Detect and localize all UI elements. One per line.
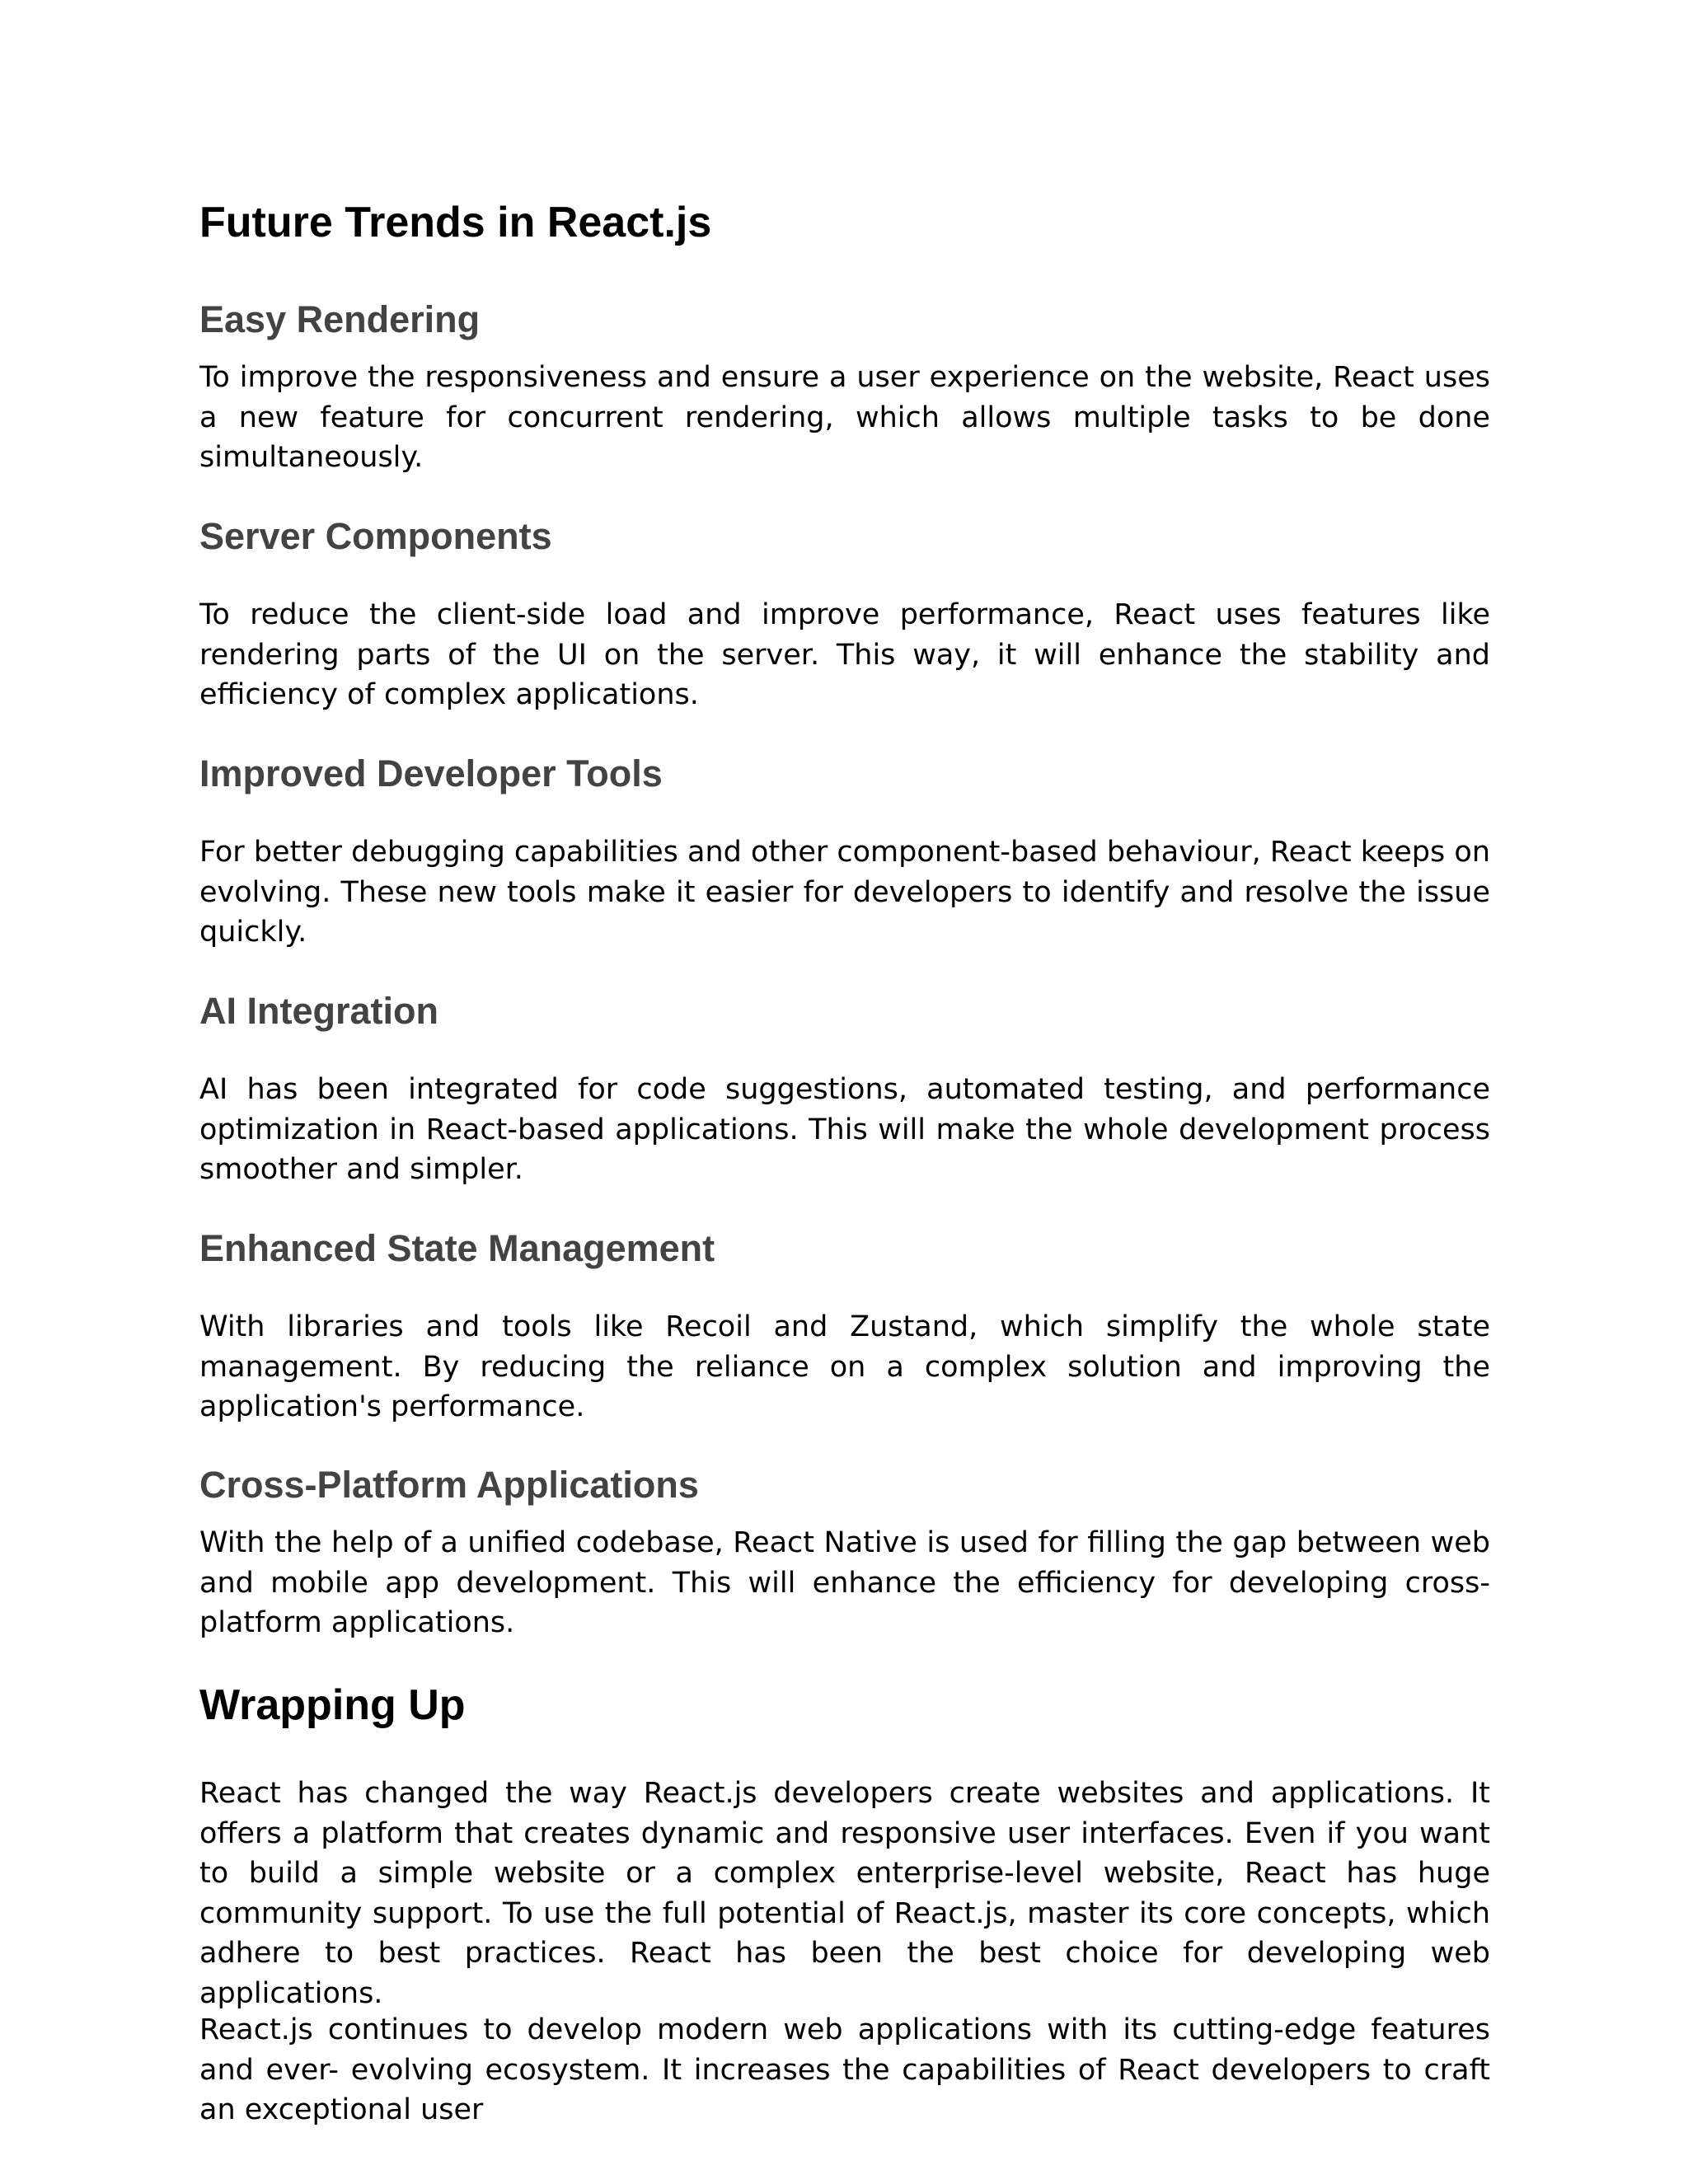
section-heading-enhanced-state-management: Enhanced State Management xyxy=(199,1227,715,1269)
section-body-improved-developer-tools: For better debugging capabilities and other component-based behaviour, React keeps on evolving. These new tools make it easier for developers to identify and resolve the issue quickly. xyxy=(199,836,1490,949)
section-body-enhanced-state-management: With libraries and tools like Recoil and Zustand, which simplify the whole state management. By reducing the reliance on a complex solution and improving the application's performance. xyxy=(199,1310,1490,1423)
wrapping-up-paragraph-2: React.js continues to develop modern web applications with its cutting-edge features and ever- evolving ecosystem. It increases the capabilities of React developers to craft an exceptional user xyxy=(199,2013,1490,2126)
section-heading-easy-rendering: Easy Rendering xyxy=(199,298,481,340)
section-heading-cross-platform-applications: Cross-Platform Applications xyxy=(199,1464,699,1506)
section-body-server-components: To reduce the client-side load and improve performance, React uses features like rendering parts of the UI on the server. This way, it will enhance the stability and efficiency of complex applications. xyxy=(199,598,1490,711)
section-body-ai-integration: AI has been integrated for code suggestions, automated testing, and performance optimization in React-based applications. This will make the whole development process smoother and simpler. xyxy=(199,1073,1490,1186)
page-title: Future Trends in React.js xyxy=(199,199,712,246)
wrapping-up-paragraph-1: React has changed the way React.js developers create websites and applications. It offers a platform that creates dynamic and responsive user interfaces. Even if you want to build a simple website or a complex enterprise-level website, React has huge community support. To use the full potential of React.js, master its core concepts, which adhere to best practices. React has been the best choice for developing web applications. xyxy=(199,1777,1490,2010)
section-heading-ai-integration: AI Integration xyxy=(199,990,438,1032)
section-body-easy-rendering: To improve the responsiveness and ensure a user experience on the website, React uses a new feature for concurrent rendering, which allows multiple tasks to be done simultaneously. xyxy=(199,361,1490,474)
section-heading-improved-developer-tools: Improved Developer Tools xyxy=(199,752,663,794)
section-heading-server-components: Server Components xyxy=(199,515,552,557)
section-body-cross-platform-applications: With the help of a unified codebase, React Native is used for filling the gap between web and mobile app development. This will enhance the efficiency for developing cross-platform applications. xyxy=(199,1526,1490,1639)
wrapping-up-heading: Wrapping Up xyxy=(199,1681,466,1729)
